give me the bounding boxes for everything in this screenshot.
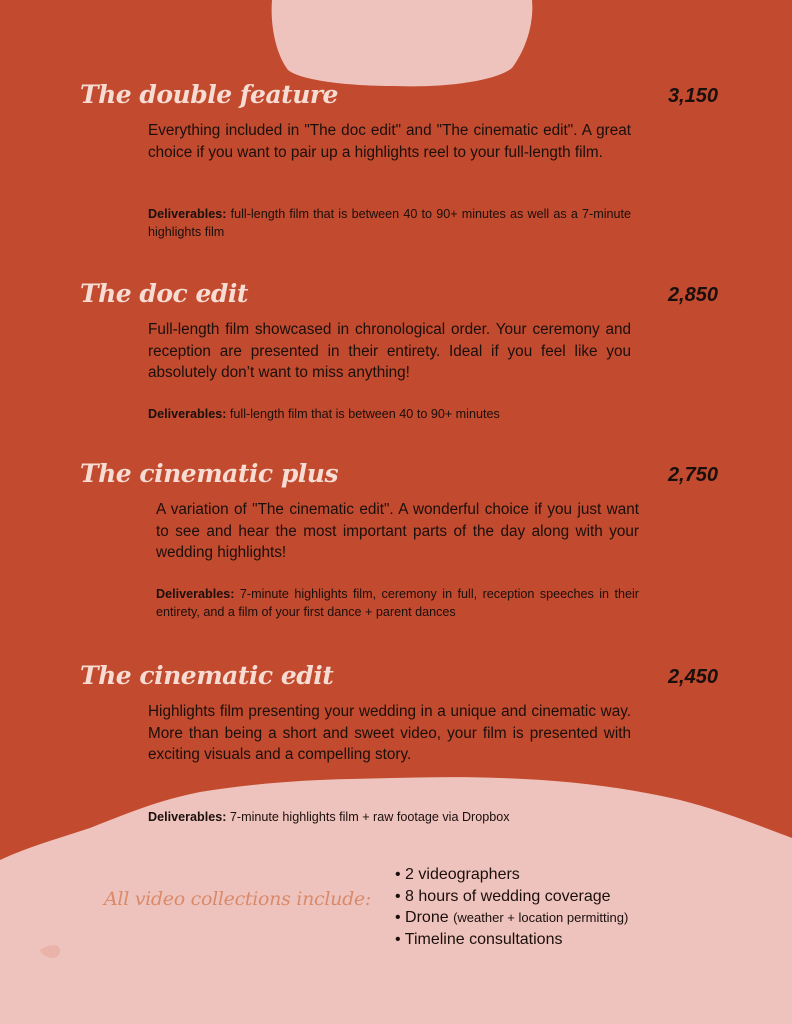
- top-blush-brushstroke: [272, 0, 533, 86]
- package-price-doc-edit: 2,850: [667, 284, 718, 306]
- collections-include-list: [395, 864, 628, 950]
- package-price-cinematic-edit: 2,450: [667, 666, 718, 688]
- deliverables-label: Deliverables:: [148, 207, 227, 221]
- include-item: • Drone (weather + location permitting): [395, 907, 628, 929]
- deliverables-label: Deliverables:: [156, 587, 235, 601]
- package-deliverables-cinematic-plus: [156, 585, 639, 621]
- deliverables-text: full-length film that is between 40 to 90+ minutes: [229, 407, 500, 421]
- package-description-double-feature: Everything included in "The doc edit" and "The cinematic edit". A great choice if you want to pair up a highlights reel to your full-length film.: [148, 122, 631, 161]
- include-item: • Timeline consultations: [395, 929, 628, 951]
- deliverables-text: 7-minute highlights film + raw footage via Dropbox: [229, 810, 510, 824]
- package-deliverables-double-feature: [148, 205, 631, 241]
- package-title-doc-edit: The doc edit: [80, 279, 248, 308]
- package-title-cinematic-edit: The cinematic edit: [80, 661, 334, 690]
- deliverables-text: 7-minute highlights film, ceremony in full, reception speeches in their entirety, and a film of your first dance + parent dances: [156, 587, 640, 619]
- deliverables-label: Deliverables:: [148, 407, 227, 421]
- package-price-double-feature: 3,150: [667, 85, 718, 107]
- package-description-cinematic-edit: Highlights film presenting your wedding in a unique and cinematic way. More than being a short and sweet video, your film is presented with exciting visuals and a compelling story.: [148, 703, 631, 763]
- include-item: • 2 videographers: [395, 864, 628, 886]
- package-description-doc-edit: Full-length film showcased in chronological order. Your ceremony and reception are presented in their entirety. Ideal if you feel like you absolutely don’t want to miss anything!: [148, 321, 631, 381]
- package-title-cinematic-plus: The cinematic plus: [80, 459, 339, 488]
- package-description-cinematic-plus: A variation of "The cinematic edit". A wonderful choice if you just want to see and hear the most important parts of the day along with your wedding highlights!: [156, 501, 639, 561]
- collections-include-title: All video collections include:: [104, 888, 371, 910]
- include-item-note: (weather + location permitting): [453, 910, 629, 925]
- package-title-double-feature: The double feature: [80, 80, 338, 109]
- deliverables-text: full-length film that is between 40 to 90+ minutes as well as a 7-minute highlights film: [148, 207, 632, 239]
- package-price-cinematic-plus: 2,750: [667, 464, 718, 486]
- package-deliverables-doc-edit: [148, 405, 631, 423]
- include-item: • 8 hours of wedding coverage: [395, 886, 628, 908]
- deliverables-label: Deliverables:: [148, 810, 227, 824]
- package-deliverables-cinematic-edit: [148, 808, 631, 826]
